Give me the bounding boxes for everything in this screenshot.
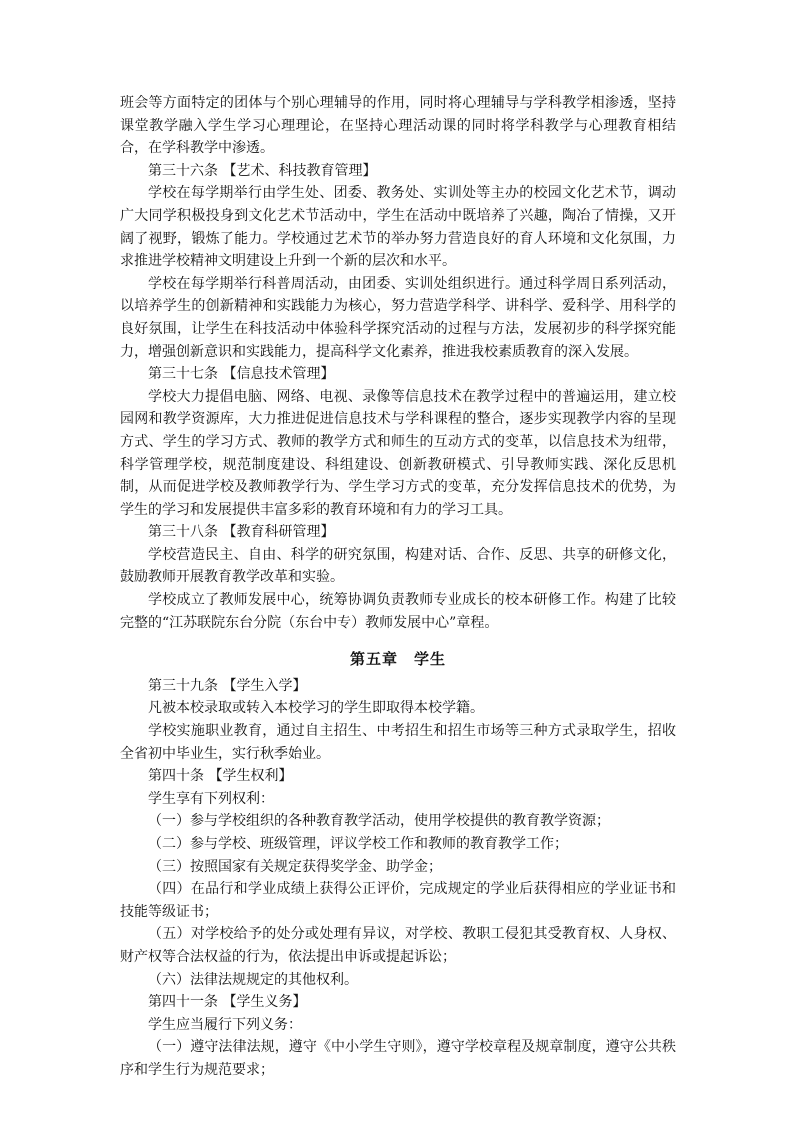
chapter-5-title: 第五章 学生 [349, 650, 446, 669]
article-39-paragraph-2: 学校实施职业教育，通过自主招生、中考招生和招生市场等三种方式录取学生，招收全省初中毕业生，实行秋季始业。 [120, 723, 676, 762]
article-36-heading: 第三十六条 【艺术、科技教育管理】 [148, 162, 377, 179]
article-38-paragraph-2: 学校成立了教师发展中心，统筹协调负责教师专业成长的校本研修工作。构建了比较完整的“江苏联院东台分院（东台中专）教师发展中心”章程。 [120, 592, 676, 631]
article-38-heading: 第三十八条 【教育科研管理】 [148, 524, 335, 541]
article-40-heading: 第四十条 【学生权利】 [148, 768, 293, 785]
article-40-item: （五）对学校给予的处分或处理有异议，对学校、教职工侵犯其受教育权、人身权、财产权等合法权益的行为，依法提出申诉或提起诉讼； [120, 926, 676, 965]
document-page [120, 92, 676, 1082]
article-39-heading: 第三十九条 【学生入学】 [148, 677, 307, 694]
article-36-paragraph-2: 学校在每学期举行科普周活动，由团委、实训处组织进行。通过科学周日系列活动，以培养学生的创新精神和实践能力为核心，努力营造学科学、讲科学、爱科学、用科学的良好氛围，让学生在科技活动中体验科学探究活动的过程与方法，发展初步的科学探究能力，增强创新意识和实践能力，提高科学文化素养，推进我校素质教育的深入发展。 [120, 275, 676, 360]
article-36-paragraph-1: 学校在每学期举行由学生处、团委、教务处、实训处等主办的校园文化艺术节，调动广大同学积极投身到文化艺术节活动中，学生在活动中既培养了兴趣，陶冶了情操，又开阔了视野，锻炼了能力。学校通过艺术节的举办努力营造良好的育人环境和文化氛围，力求推进学校精神文明建设上升到一个新的层次和水平。 [120, 185, 676, 270]
article-41-heading: 第四十一条 【学生义务】 [148, 994, 307, 1011]
article-37-heading: 第三十七条 【信息技术管理】 [148, 366, 335, 383]
article-41-item: （一）遵守法律法规，遵守《中小学生守则》，遵守学校章程及规章制度，遵守公共秩序和学生行为规范要求； [120, 1039, 676, 1078]
paragraph-continuation: 班会等方面特定的团体与个别心理辅导的作用，同时将心理辅导与学科教学相渗透，坚持课堂教学融入学生学习心理理论，在坚持心理活动课的同时将学科教学与心理教育相结合，在学科教学中渗透。 [120, 95, 676, 157]
article-39-paragraph-1: 凡被本校录取或转入本校学习的学生即取得本校学籍。 [148, 700, 484, 717]
article-37-paragraph-1: 学校大力提倡电脑、网络、电视、录像等信息技术在教学过程中的普遍运用，建立校园网和教学资源库，大力推进促进信息技术与学科课程的整合，逐步实现教学内容的呈现方式、学生的学习方式、教师的教学方式和师生的互动方式的变革，以信息技术为纽带，科学管理学校，规范制度建设、科组建设、创新教研模式、引导教师实践、深化反思机制，从而促进学校及教师教学行为、学生学习方式的变革，充分发挥信息技术的优势，为学生的学习和发展提供丰富多彩的教育环境和有力的学习工具。 [120, 388, 676, 518]
article-40-item: （一）参与学校组织的各种教育教学活动，使用学校提供的教育教学资源； [148, 813, 610, 830]
article-40-item: （四）在品行和学业成绩上获得公正评价，完成规定的学业后获得相应的学业证书和技能等级证书； [120, 881, 676, 920]
article-41-intro: 学生应当履行下列义务： [148, 1016, 302, 1033]
article-38-paragraph-1: 学校营造民主、自由、科学的研究氛围，构建对话、合作、反思、共享的研修文化，鼓励教师开展教育教学改革和实验。 [120, 546, 676, 586]
article-40-intro: 学生享有下列权利： [148, 790, 274, 807]
article-40-item: （六）法律法规规定的其他权利。 [148, 971, 358, 988]
article-40-item: （三）按照国家有关规定获得奖学金、助学金； [148, 858, 442, 875]
article-40-item: （二）参与学校、班级管理，评议学校工作和教师的教育教学工作； [148, 836, 568, 852]
